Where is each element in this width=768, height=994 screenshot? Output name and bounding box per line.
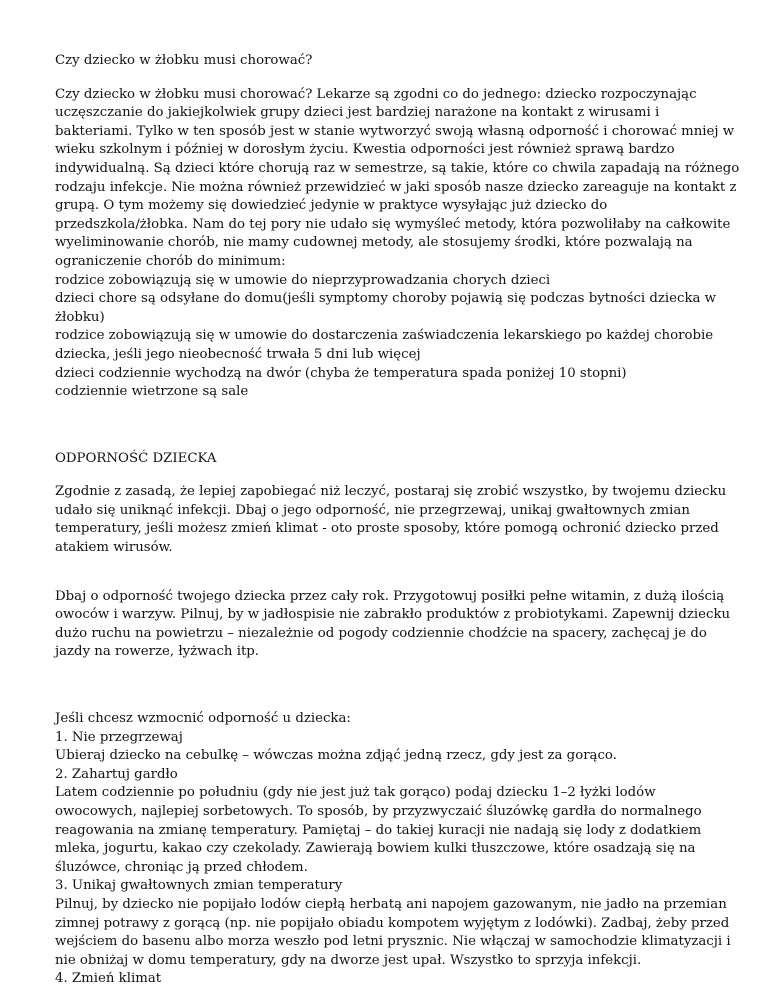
tip-text: nie obniżaj w domu temperatury, gdy na dworze jest upał. Wszystko to sprzyja infekcji. [55,952,642,968]
tip-heading: 2. Zahartuj gardło [55,766,178,782]
text-line: udało się uniknąć infekcji. Dbaj o jego odporność, nie przegrzewaj, unikaj gwałtownych zmian [55,502,690,518]
tip-text: mleka, jogurtu, kakao czy czekolady. Zawierają bowiem kulki tłuszczowe, które osadzają się na [55,841,696,857]
text-line: atakiem wirusów. [55,540,173,556]
spacer [55,402,718,450]
list-item: żłobku) [55,309,105,325]
text-line: Zgodnie z zasadą, że lepiej zapobiegać niż leczyć, postaraj się zrobić wszystko, by twojemu dziecku [55,484,727,500]
text-line: dużo ruchu na powietrzu – niezależnie od pogody codziennie chodźcie na spacery, zachęcaj je do [55,625,707,641]
spacer [55,468,718,483]
prevention-paragraph [55,483,727,557]
spacer [55,558,718,588]
spacer [55,662,718,710]
tips-intro: Jeśli chcesz wzmocnić odporność u dziecka: [55,711,351,727]
text-line: temperatury, jeśli możesz zmień klimat - oto proste sposoby, które pomogą ochronić dziecko przed [55,521,719,537]
list-item: dziecka, jeśli jego nieobecność trwała 5 dni lub więcej [55,346,421,362]
text-line: wyeliminowanie chorób, nie mamy cudownej metody, ale stosujemy środki, które pozwalają na [55,235,693,251]
text-line: wieku szkolnym i później w dorosłym życiu. Kwestia odporności jest również sprawą bardzo [55,142,675,158]
tip-text: zimnej potrawy z gorącą (np. nie popijało obiadu kompotem wyjętym z lodówki). Zadbaj, żeby przed [55,915,730,931]
list-item: codziennie wietrzone są sale [55,384,249,400]
tips-section [55,710,731,989]
text-line: rodzaju infekcje. Nie można również przewidzieć w jaki sposób nasze dziecko zareaguje na kontakt z [55,179,737,195]
section-heading: ODPORNOŚĆ DZIECKA [55,450,217,466]
list-item: rodzice zobowiązują się w umowie do nieprzyprowadzania chorych dzieci [55,272,551,288]
text-line: Czy dziecko w żłobku musi chorować? Lekarze są zgodni co do jednego: dziecko rozpoczynając [55,86,697,102]
list-item: rodzice zobowiązują się w umowie do dostarczenia zaświadczenia lekarskiego po każdej chorobie [55,328,714,344]
text-line: uczęszczanie do jakiejkolwiek grupy dzieci jest bardziej narażone na kontakt z wirusami i [55,105,660,121]
text-line: indywidualną. Są dzieci które chorują raz w semestrze, są takie, które co chwila zapadają na różnego [55,160,740,176]
text-line: ograniczenie chorób do minimum: [55,253,286,269]
text-line: owoców i warzyw. Pilnuj, by w jadłospisie nie zabrakło produktów z probiotykami. Zapewnij dziecku [55,607,731,623]
list-item: dzieci chore są odsyłane do domu(jeśli symptomy choroby pojawią się podczas bytności dziecka w [55,291,717,307]
tip-text: owocowych, najlepiej sorbetowych. To sposób, by przyzwyczaić śluzówkę gardła do normalnego [55,804,702,819]
tip-text: śluzówce, chroniąc ją przed chłodem. [55,859,308,875]
yearround-paragraph [55,588,731,662]
tip-text: Ubieraj dziecko na cebulkę – wówczas można zdjąć jedną rzecz, gdy jest za gorąco. [55,748,617,764]
text-line: grupą. O tym możemy się dowiedzieć jedynie w praktyce wysyłając już dziecko do [55,198,608,214]
document-title: Czy dziecko w żłobku musi chorować? [55,53,313,68]
tip-text: reagowania na zmianę temperatury. Pamiętaj – do takiej kuracji nie nadają się lody z dodatkiem [55,822,702,838]
text-line: Dbaj o odporność twojego dziecka przez cały rok. Przygotowuj posiłki pełne witamin, z dużą ilością [55,588,725,604]
intro-paragraph [55,86,740,402]
tip-heading: 4. Zmień klimat [55,971,162,987]
tip-heading: 1. Nie przegrzewaj [55,729,183,745]
tip-text: Pilnuj, by dziecko nie popijało lodów ciepłą herbatą ani napojem gazowanym, nie jadło na przemian [55,896,727,912]
tip-heading: 3. Unikaj gwałtownych zmian temperatury [55,878,343,894]
tip-text: wejściem do basenu albo morza weszło pod letni prysznic. Nie włączaj w samochodzie klimatyzacji i [55,934,731,950]
list-item: dzieci codziennie wychodzą na dwór (chyba że temperatura spada poniżej 10 stopni) [55,365,627,381]
spacer [55,71,718,86]
text-line: jazdy na rowerze, łyżwach itp. [55,644,260,660]
tip-text: Latem codziennie po południu (gdy nie jest już tak gorąco) podaj dziecku 1–2 łyżki lodów [55,785,656,801]
text-line: bakteriami. Tylko w ten sposób jest w stanie wytworzyć swoją własną odporność i chorować mniej w [55,123,735,139]
text-line: przedszkola/żłobka. Nam do tej pory nie udało się wymyśleć metody, która pozwoliłaby na całkowite [55,216,731,232]
